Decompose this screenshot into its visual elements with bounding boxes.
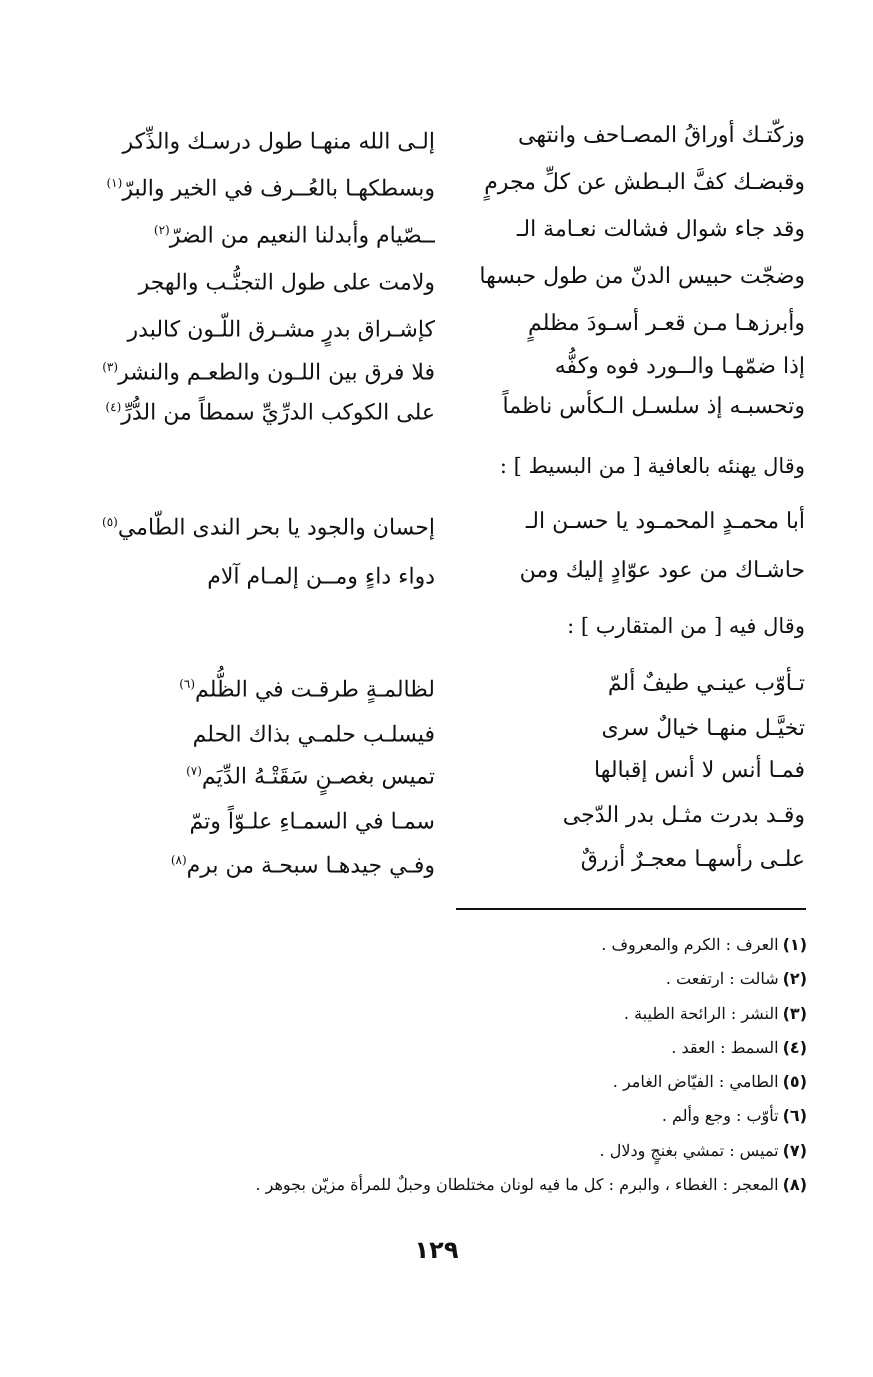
footnote: [207, 1065, 807, 1099]
poem-introduction: وقال فيه [ من المتقارب ] :: [567, 614, 805, 638]
footnote-separator: [456, 908, 806, 910]
verse-row: [95, 662, 805, 706]
verse-first-hemistich: تخيَّـل منهـا خيالٌ سرى: [601, 716, 805, 741]
verse-first-hemistich: وأبرزهـا مـن قعـر أسـودَ مظلمٍ: [528, 311, 805, 336]
footnote: [207, 1031, 807, 1065]
verse-second-hemistich: [95, 114, 435, 164]
verse-text: دواء داءٍ ومــن إلمـام آلام: [207, 564, 435, 590]
verse-second-hemistich: [95, 255, 435, 305]
verse-text: لظالمـةٍ طرقـت في الظُّلم: [195, 677, 435, 703]
footnote-text: الطامي : الفيّاض الغامر .: [612, 1072, 779, 1092]
verse-first-hemistich: وقد جاء شوال فشالت نعـامة الـ: [516, 217, 805, 242]
verse-row: [95, 749, 805, 793]
footnote-text: شالت : ارتفعت .: [665, 969, 779, 989]
footnote-marker: (٦): [179, 677, 196, 691]
footnote-marker: (٧): [186, 764, 202, 778]
verse-first-hemistich: وتحسبـه إذ سلسـل الـكأس ناظماً: [502, 394, 805, 419]
verse-second-hemistich: [95, 662, 435, 712]
verse-first-hemistich: فمـا أنس لا أنس إقبالها: [594, 758, 805, 783]
verse-row: [95, 385, 805, 429]
footnote: [207, 1134, 807, 1168]
verse-row: [95, 255, 805, 299]
footnote-number: (٧): [782, 1140, 807, 1160]
page-number: ١٢٩: [414, 1236, 459, 1264]
verse-first-hemistich: إذا ضمّهـا والــورد فوه وكفُّه: [554, 354, 805, 379]
verse-text: وبسطكهـا بالعُــرف في الخير والبرّ: [122, 176, 435, 202]
footnote-number: (٨): [782, 1175, 807, 1195]
verse-second-hemistich: [95, 385, 435, 435]
footnote-number: (٤): [782, 1037, 807, 1057]
verse-text: فلا فرق بين اللـون والطعـم والنشر: [118, 360, 435, 386]
verse-text: إحسان والجود يا بحر الندى الطّامي: [117, 515, 435, 541]
verse-row: [95, 208, 805, 252]
verse-second-hemistich: [95, 794, 435, 844]
verse-row: [95, 302, 805, 346]
verse-row: [95, 161, 805, 205]
verse-first-hemistich: أبا محمـدٍ المحمـود يا حسـن الـ: [525, 509, 805, 534]
footnote-text: المعجر : الغطاء ، والبرم : كل ما فيه لونان مختلطان وحبلٌ للمرأة مزيّن بجوهر .: [255, 1175, 779, 1195]
footnotes: [207, 928, 807, 1202]
footnote: [207, 1099, 807, 1133]
verse-second-hemistich: [95, 208, 435, 258]
footnote-marker: (٥): [102, 515, 118, 529]
verse-text: كإشـراق بدرٍ مشـرق اللّـون كالبدر: [127, 317, 435, 343]
footnote: [207, 928, 807, 962]
verse-text: على الكوكب الدرِّيِّ سمطاً من الدُّرِّ: [121, 400, 435, 426]
verse-row: [95, 707, 805, 751]
verse-text: وفـي جيدهـا سبحـة من برم: [186, 853, 435, 879]
verse-row: [95, 500, 805, 544]
footnote-marker: (١): [106, 176, 123, 190]
footnote-number: (٥): [782, 1072, 807, 1092]
verse-text: تميس بغصـنٍ سَقَتْـهُ الدِّيَم: [201, 764, 435, 790]
footnote-marker: (٣): [102, 360, 119, 374]
verse-first-hemistich: حاشـاك من عود عوّادٍ إليك ومن: [519, 558, 805, 583]
footnote-marker: (٨): [170, 853, 187, 867]
footnote: [207, 997, 807, 1031]
verse-text: ولامت على طول التجنُّـب والهجر: [138, 270, 435, 296]
footnote: [207, 962, 807, 996]
verse-row: [95, 549, 805, 593]
verse-second-hemistich: [95, 500, 435, 550]
footnote-text: تأوّب : وجع وألم .: [661, 1106, 779, 1126]
footnote-number: (٦): [782, 1106, 807, 1126]
verse-first-hemistich: تـأوّب عينـي طيفٌ ألمّ: [607, 671, 805, 696]
verse-second-hemistich: [95, 838, 435, 888]
footnote-text: العرف : الكرم والمعروف .: [601, 935, 779, 954]
verse-first-hemistich: علـى رأسهـا معجـرٌ أزرقٌ: [580, 847, 805, 872]
footnote-text: النشر : الرائحة الطيبة .: [623, 1003, 779, 1023]
verse-first-hemistich: وضجّت حبيس الدنّ من طول حبسها: [479, 264, 805, 289]
verse-second-hemistich: [95, 161, 435, 211]
footnote-marker: (٤): [105, 400, 122, 414]
footnote-text: تميس : تمشي بغنجٍ ودلال .: [599, 1140, 779, 1160]
verse-second-hemistich: [95, 549, 435, 599]
verse-text: إلـى الله منهـا طول درسـك والذِّكر: [122, 129, 435, 155]
verse-second-hemistich: [95, 749, 435, 799]
verse-text: سمـا في السمـاءِ علـوّاً وتمّ: [189, 809, 435, 835]
footnote-number: (٢): [782, 969, 807, 989]
verse-first-hemistich: وزكّتـك أوراقُ المصـاحف وانتهى: [518, 123, 805, 148]
footnote-text: السمط : العقد .: [671, 1037, 779, 1057]
verse-row: [95, 114, 805, 158]
footnote-number: (١): [782, 935, 807, 954]
footnote-number: (٣): [782, 1003, 807, 1023]
verse-row: [95, 345, 805, 389]
verse-first-hemistich: وقـد بدرت مثـل بدر الدّجى: [562, 803, 805, 828]
footnote: [207, 1168, 807, 1202]
verse-text: ــصّيام وأبدلنا النعيم من الضرّ: [169, 223, 435, 249]
poem-introduction: وقال يهنئه بالعافية [ من البسيط ] :: [499, 454, 805, 478]
footnote-marker: (٢): [153, 223, 170, 237]
verse-row: [95, 838, 805, 882]
verse-first-hemistich: وقبضـك كفَّ البـطش عن كلِّ مجرمٍ: [484, 170, 805, 195]
verse-row: [95, 794, 805, 838]
verse-text: فيسلـب حلمـي بذاك الحلم: [192, 722, 435, 748]
